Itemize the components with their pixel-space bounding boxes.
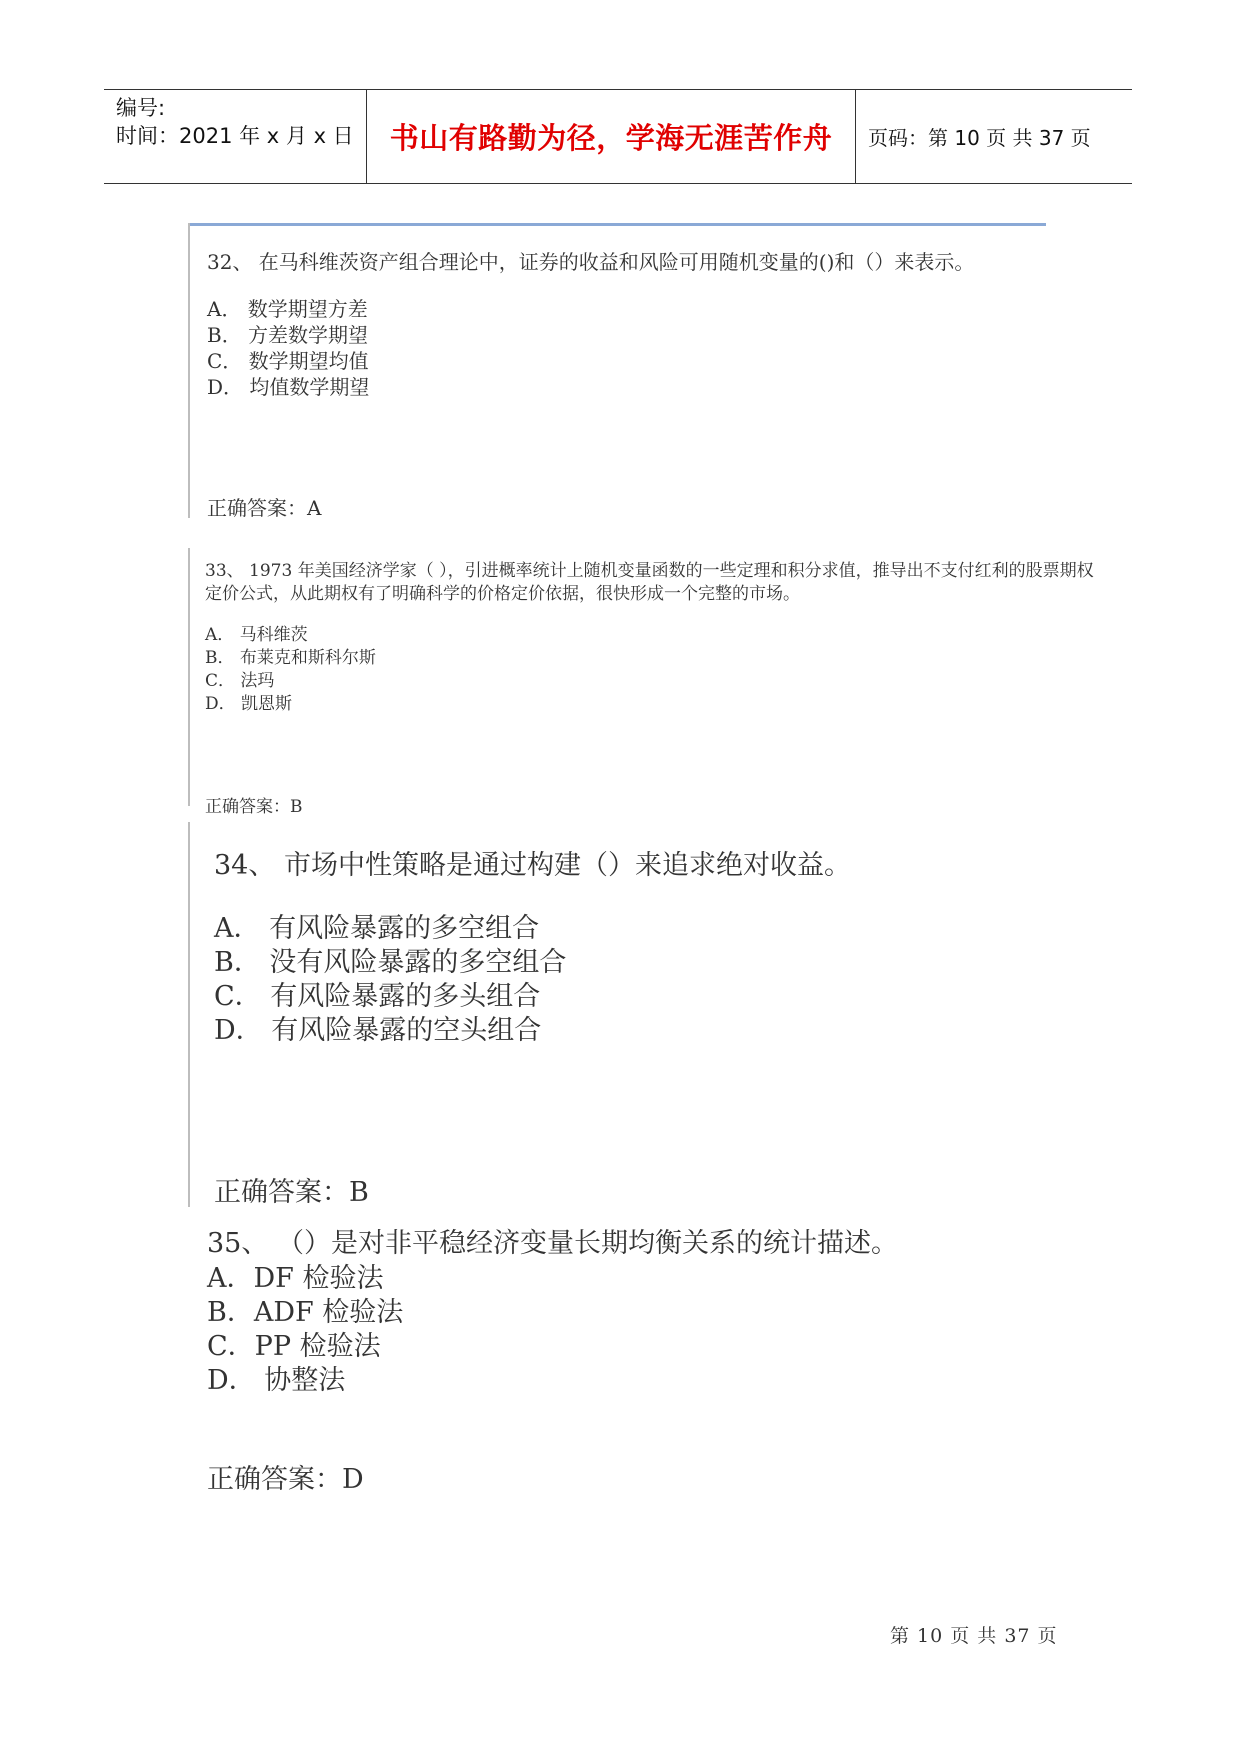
motto-text: 书山有路勤为径，学海无涯苦作舟 xyxy=(389,121,833,155)
header-motto-cell xyxy=(367,90,856,183)
question-stem: 32、 在马科维茨资产组合理论中，证券的收益和风险可用随机变量的()和（）来表示。 xyxy=(207,250,975,274)
correct-answer: 正确答案：B xyxy=(205,797,303,817)
question-33-left-rule xyxy=(188,548,190,806)
footer-page-number: 第 10 页 共 37 页 xyxy=(890,1625,1058,1647)
option-b: B． 方差数学期望 xyxy=(207,323,369,347)
option-c: C． 法玛 xyxy=(205,671,275,691)
time-label: 时间：2021 年 x 月 x 日 xyxy=(116,124,354,148)
question-stem-line-1: 33、 1973 年美国经济学家（ ），引进概率统计上随机变量函数的一些定理和积分求值，推导出不支付红利的股票期权 xyxy=(205,561,1094,581)
correct-answer: 正确答案：A xyxy=(207,496,322,520)
option-b: B．ADF 检验法 xyxy=(207,1297,404,1328)
question-stem: 35、 （）是对非平稳经济变量长期均衡关系的统计描述。 xyxy=(207,1228,898,1259)
document-header xyxy=(104,89,1132,184)
question-stem: 34、 市场中性策略是通过构建（）来追求绝对收益。 xyxy=(214,850,851,881)
correct-answer: 正确答案：D xyxy=(207,1464,364,1495)
option-d: D． 有风险暴露的空头组合 xyxy=(214,1015,542,1046)
option-d: D． 协整法 xyxy=(207,1365,346,1396)
correct-answer: 正确答案：B xyxy=(214,1177,369,1208)
option-b: B． 布莱克和斯科尔斯 xyxy=(205,648,376,668)
header-page-number: 页码：第 10 页 共 37 页 xyxy=(868,126,1091,150)
option-d: D． 凯恩斯 xyxy=(205,694,293,714)
header-meta-cell xyxy=(104,90,367,183)
option-d: D． 均值数学期望 xyxy=(207,375,370,399)
option-a: A．DF 检验法 xyxy=(207,1263,384,1294)
option-a: A． 数学期望方差 xyxy=(207,297,368,321)
code-label: 编号: xyxy=(116,96,166,120)
question-32-left-rule xyxy=(188,223,190,518)
option-b: B． 没有风险暴露的多空组合 xyxy=(214,947,567,978)
question-32-top-rule xyxy=(190,223,1046,226)
option-a: A． 马科维茨 xyxy=(205,625,308,645)
option-c: C． 有风险暴露的多头组合 xyxy=(214,981,541,1012)
option-c: C．PP 检验法 xyxy=(207,1331,381,1362)
question-34-left-rule xyxy=(188,822,190,1207)
option-c: C． 数学期望均值 xyxy=(207,349,369,373)
header-page-cell xyxy=(856,90,1132,183)
question-stem-line-2: 定价公式，从此期权有了明确科学的价格定价依据，很快形成一个完整的市场。 xyxy=(205,584,800,604)
option-a: A． 有风险暴露的多空组合 xyxy=(214,913,540,944)
answer-clip xyxy=(205,792,405,817)
